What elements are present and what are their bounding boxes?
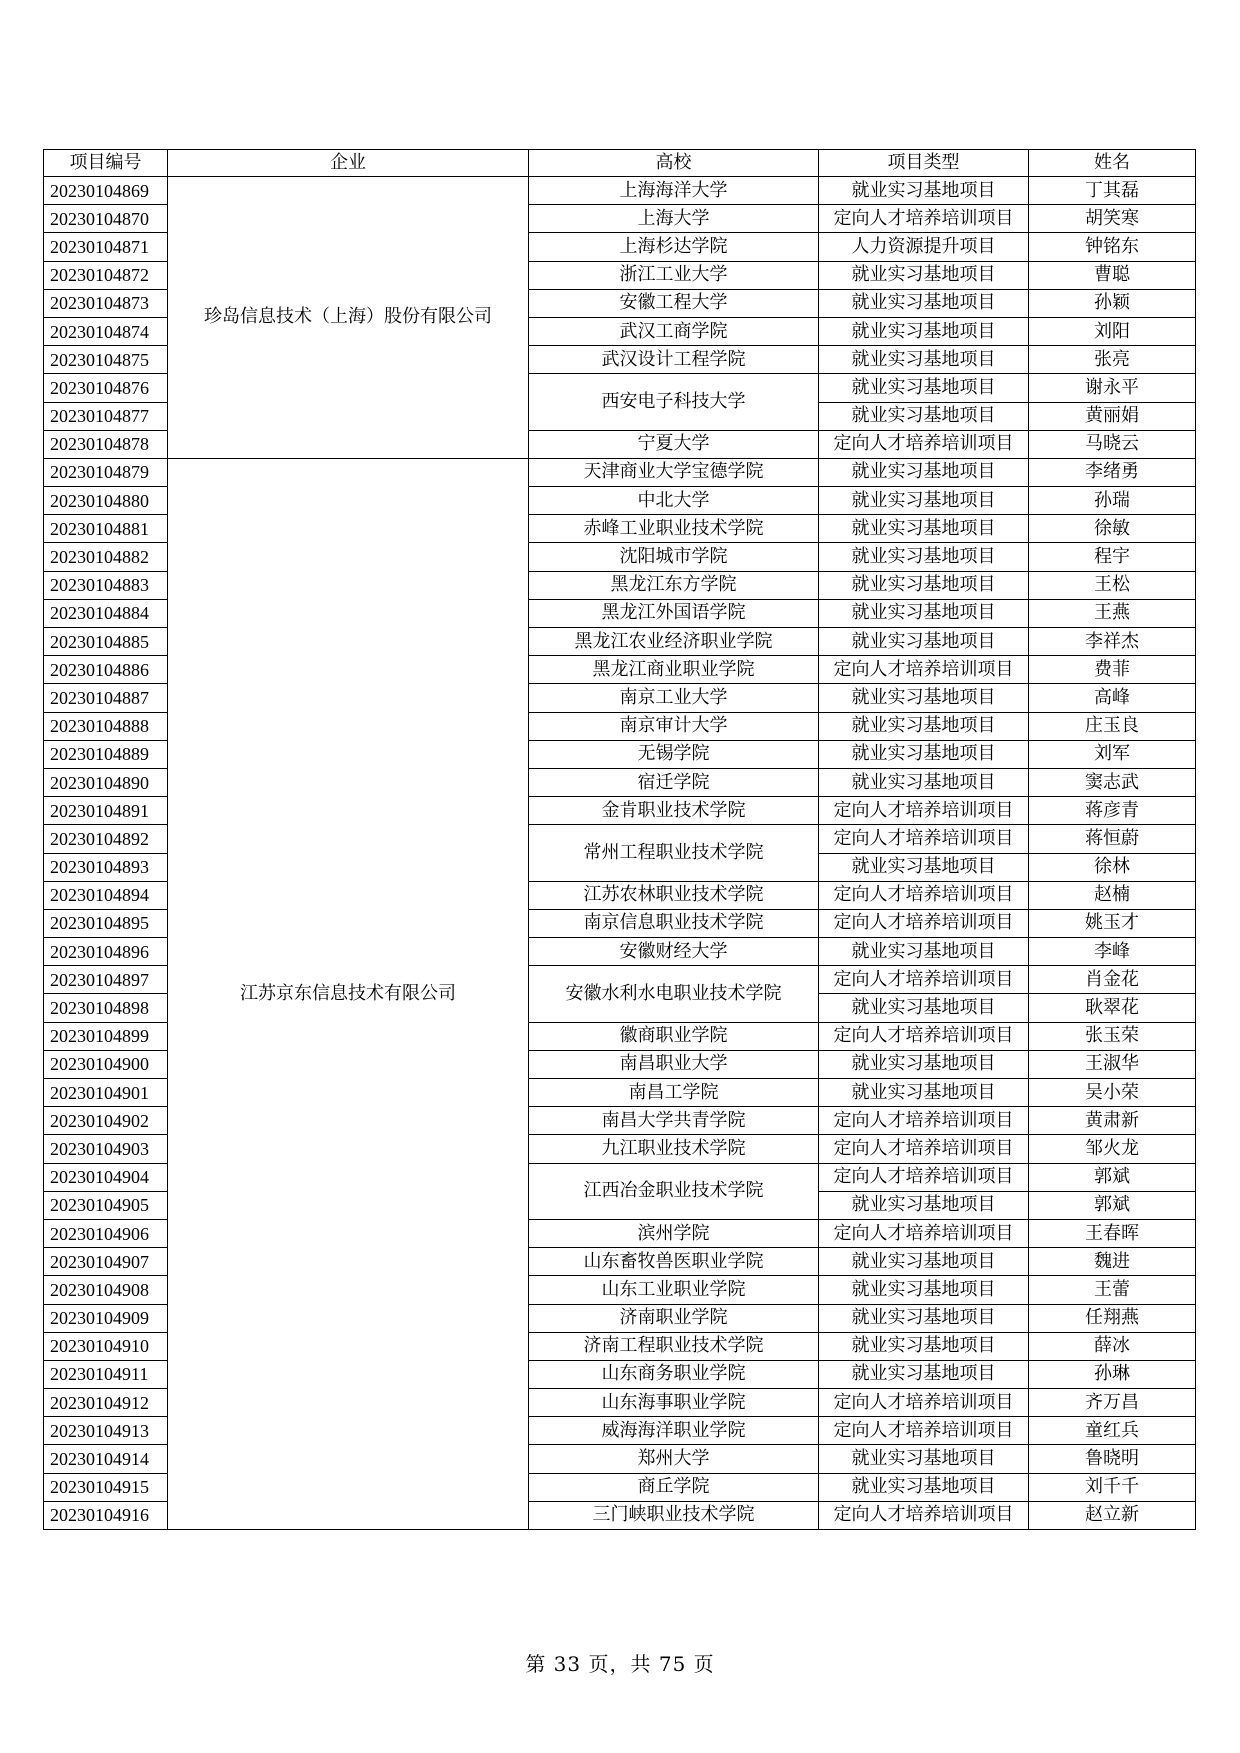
cell-project-id: 20230104902 [44, 1107, 168, 1135]
cell-school: 南京工业大学 [529, 684, 819, 712]
cell-project-type: 就业实习基地项目 [819, 317, 1029, 345]
cell-project-type: 定向人才培养培训项目 [819, 797, 1029, 825]
cell-school: 黑龙江农业经济职业学院 [529, 628, 819, 656]
cell-person-name: 刘千千 [1029, 1473, 1196, 1501]
cell-school: 武汉工商学院 [529, 317, 819, 345]
cell-person-name: 王春晖 [1029, 1219, 1196, 1247]
cell-project-id: 20230104913 [44, 1417, 168, 1445]
header-project-id: 项目编号 [44, 150, 168, 177]
cell-school: 商丘学院 [529, 1473, 819, 1501]
header-school: 高校 [529, 150, 819, 177]
cell-project-type: 定向人才培养培训项目 [819, 1389, 1029, 1417]
cell-project-id: 20230104881 [44, 515, 168, 543]
cell-school: 山东商务职业学院 [529, 1360, 819, 1388]
cell-school: 南昌大学共青学院 [529, 1107, 819, 1135]
cell-project-id: 20230104910 [44, 1332, 168, 1360]
cell-person-name: 刘阳 [1029, 317, 1196, 345]
cell-project-type: 定向人才培养培训项目 [819, 1219, 1029, 1247]
cell-project-type: 就业实习基地项目 [819, 571, 1029, 599]
cell-project-type: 就业实习基地项目 [819, 994, 1029, 1022]
cell-person-name: 任翔燕 [1029, 1304, 1196, 1332]
cell-school: 山东海事职业学院 [529, 1389, 819, 1417]
cell-school: 无锡学院 [529, 740, 819, 768]
cell-school: 赤峰工业职业技术学院 [529, 515, 819, 543]
cell-project-type: 就业实习基地项目 [819, 289, 1029, 317]
cell-school: 浙江工业大学 [529, 261, 819, 289]
cell-project-type: 定向人才培养培训项目 [819, 205, 1029, 233]
cell-school: 滨州学院 [529, 1219, 819, 1247]
cell-school: 上海杉达学院 [529, 233, 819, 261]
cell-school: 黑龙江外国语学院 [529, 599, 819, 627]
cell-project-type: 就业实习基地项目 [819, 1248, 1029, 1276]
cell-school: 徽商职业学院 [529, 1022, 819, 1050]
header-company: 企业 [168, 150, 529, 177]
cell-person-name: 谢永平 [1029, 374, 1196, 402]
cell-project-type: 定向人才培养培训项目 [819, 656, 1029, 684]
header-row [44, 150, 1196, 177]
cell-school: 山东工业职业学院 [529, 1276, 819, 1304]
cell-project-id: 20230104914 [44, 1445, 168, 1473]
table-body [44, 177, 1196, 1530]
cell-project-type: 定向人才培养培训项目 [819, 825, 1029, 853]
cell-person-name: 蒋恒蔚 [1029, 825, 1196, 853]
cell-project-type: 就业实习基地项目 [819, 543, 1029, 571]
cell-person-name: 徐敏 [1029, 515, 1196, 543]
cell-project-id: 20230104906 [44, 1219, 168, 1247]
cell-school: 宁夏大学 [529, 430, 819, 458]
cell-project-id: 20230104871 [44, 233, 168, 261]
cell-person-name: 肖金花 [1029, 966, 1196, 994]
cell-school: 常州工程职业技术学院 [529, 825, 819, 881]
cell-person-name: 高峰 [1029, 684, 1196, 712]
cell-person-name: 王淑华 [1029, 1050, 1196, 1078]
cell-school: 宿迁学院 [529, 768, 819, 796]
cell-project-type: 人力资源提升项目 [819, 233, 1029, 261]
table-row [44, 458, 1196, 486]
cell-school: 南昌工学院 [529, 1079, 819, 1107]
cell-school: 山东畜牧兽医职业学院 [529, 1248, 819, 1276]
cell-project-type: 就业实习基地项目 [819, 1304, 1029, 1332]
cell-project-id: 20230104875 [44, 346, 168, 374]
cell-person-name: 赵楠 [1029, 881, 1196, 909]
cell-project-type: 就业实习基地项目 [819, 1191, 1029, 1219]
cell-project-id: 20230104894 [44, 881, 168, 909]
cell-project-id: 20230104907 [44, 1248, 168, 1276]
cell-person-name: 黄丽娟 [1029, 402, 1196, 430]
cell-project-id: 20230104912 [44, 1389, 168, 1417]
cell-school: 金肯职业技术学院 [529, 797, 819, 825]
cell-project-type: 定向人才培养培训项目 [819, 1501, 1029, 1529]
cell-school: 江苏农林职业技术学院 [529, 881, 819, 909]
cell-project-type: 就业实习基地项目 [819, 740, 1029, 768]
cell-person-name: 窦志武 [1029, 768, 1196, 796]
cell-project-type: 就业实习基地项目 [819, 684, 1029, 712]
cell-person-name: 张亮 [1029, 346, 1196, 374]
cell-project-id: 20230104878 [44, 430, 168, 458]
cell-person-name: 姚玉才 [1029, 909, 1196, 937]
cell-school: 天津商业大学宝德学院 [529, 458, 819, 486]
cell-school: 中北大学 [529, 487, 819, 515]
cell-project-type: 定向人才培养培训项目 [819, 966, 1029, 994]
cell-project-type: 就业实习基地项目 [819, 1445, 1029, 1473]
cell-project-id: 20230104886 [44, 656, 168, 684]
cell-project-id: 20230104873 [44, 289, 168, 317]
cell-person-name: 黄肃新 [1029, 1107, 1196, 1135]
cell-school: 江西冶金职业技术学院 [529, 1163, 819, 1219]
cell-school: 九江职业技术学院 [529, 1135, 819, 1163]
cell-project-type: 就业实习基地项目 [819, 599, 1029, 627]
cell-project-type: 就业实习基地项目 [819, 402, 1029, 430]
cell-project-id: 20230104895 [44, 909, 168, 937]
cell-project-id: 20230104893 [44, 853, 168, 881]
cell-school: 三门峡职业技术学院 [529, 1501, 819, 1529]
header-name: 姓名 [1029, 150, 1196, 177]
cell-project-id: 20230104901 [44, 1079, 168, 1107]
cell-person-name: 童红兵 [1029, 1417, 1196, 1445]
cell-project-type: 定向人才培养培训项目 [819, 881, 1029, 909]
cell-person-name: 马晓云 [1029, 430, 1196, 458]
cell-person-name: 蒋彦青 [1029, 797, 1196, 825]
cell-project-id: 20230104909 [44, 1304, 168, 1332]
cell-project-type: 就业实习基地项目 [819, 487, 1029, 515]
cell-school: 黑龙江东方学院 [529, 571, 819, 599]
cell-project-id: 20230104908 [44, 1276, 168, 1304]
cell-person-name: 张玉荣 [1029, 1022, 1196, 1050]
cell-project-type: 定向人才培养培训项目 [819, 1107, 1029, 1135]
cell-school: 安徽水利水电职业技术学院 [529, 966, 819, 1022]
cell-person-name: 鲁晓明 [1029, 1445, 1196, 1473]
cell-project-type: 就业实习基地项目 [819, 768, 1029, 796]
cell-project-id: 20230104905 [44, 1191, 168, 1219]
cell-school: 济南工程职业技术学院 [529, 1332, 819, 1360]
cell-school: 济南职业学院 [529, 1304, 819, 1332]
cell-person-name: 郭斌 [1029, 1191, 1196, 1219]
cell-school: 南京信息职业技术学院 [529, 909, 819, 937]
cell-person-name: 李绪勇 [1029, 458, 1196, 486]
cell-project-id: 20230104890 [44, 768, 168, 796]
table-row [44, 177, 1196, 205]
cell-project-id: 20230104900 [44, 1050, 168, 1078]
cell-project-type: 定向人才培养培训项目 [819, 1417, 1029, 1445]
cell-project-id: 20230104887 [44, 684, 168, 712]
cell-project-type: 就业实习基地项目 [819, 1050, 1029, 1078]
cell-project-id: 20230104885 [44, 628, 168, 656]
cell-person-name: 费菲 [1029, 656, 1196, 684]
cell-company: 江苏京东信息技术有限公司 [168, 458, 529, 1529]
cell-person-name: 曹聪 [1029, 261, 1196, 289]
cell-project-type: 就业实习基地项目 [819, 712, 1029, 740]
cell-person-name: 丁其磊 [1029, 177, 1196, 205]
cell-project-id: 20230104904 [44, 1163, 168, 1191]
cell-person-name: 程宇 [1029, 543, 1196, 571]
cell-project-type: 就业实习基地项目 [819, 374, 1029, 402]
cell-project-id: 20230104883 [44, 571, 168, 599]
cell-person-name: 孙琳 [1029, 1360, 1196, 1388]
cell-project-type: 就业实习基地项目 [819, 1473, 1029, 1501]
cell-project-type: 就业实习基地项目 [819, 1079, 1029, 1107]
cell-project-type: 定向人才培养培训项目 [819, 909, 1029, 937]
cell-project-id: 20230104879 [44, 458, 168, 486]
cell-project-id: 20230104899 [44, 1022, 168, 1050]
cell-person-name: 王燕 [1029, 599, 1196, 627]
cell-person-name: 薛冰 [1029, 1332, 1196, 1360]
cell-project-type: 就业实习基地项目 [819, 458, 1029, 486]
cell-school: 威海海洋职业学院 [529, 1417, 819, 1445]
cell-project-id: 20230104888 [44, 712, 168, 740]
cell-person-name: 孙颖 [1029, 289, 1196, 317]
cell-project-id: 20230104876 [44, 374, 168, 402]
cell-person-name: 徐林 [1029, 853, 1196, 881]
cell-person-name: 赵立新 [1029, 1501, 1196, 1529]
cell-project-type: 就业实习基地项目 [819, 1276, 1029, 1304]
cell-school: 西安电子科技大学 [529, 374, 819, 430]
cell-project-id: 20230104870 [44, 205, 168, 233]
cell-project-type: 就业实习基地项目 [819, 177, 1029, 205]
cell-project-id: 20230104898 [44, 994, 168, 1022]
header-project-type: 项目类型 [819, 150, 1029, 177]
cell-project-type: 就业实习基地项目 [819, 346, 1029, 374]
cell-project-type: 就业实习基地项目 [819, 853, 1029, 881]
cell-project-id: 20230104891 [44, 797, 168, 825]
cell-person-name: 邹火龙 [1029, 1135, 1196, 1163]
cell-school: 沈阳城市学院 [529, 543, 819, 571]
cell-project-id: 20230104915 [44, 1473, 168, 1501]
cell-company: 珍岛信息技术（上海）股份有限公司 [168, 177, 529, 459]
cell-project-type: 就业实习基地项目 [819, 938, 1029, 966]
cell-person-name: 王松 [1029, 571, 1196, 599]
cell-person-name: 刘军 [1029, 740, 1196, 768]
cell-project-id: 20230104877 [44, 402, 168, 430]
cell-person-name: 王蕾 [1029, 1276, 1196, 1304]
cell-person-name: 李峰 [1029, 938, 1196, 966]
cell-person-name: 庄玉良 [1029, 712, 1196, 740]
cell-project-type: 定向人才培养培训项目 [819, 1022, 1029, 1050]
cell-person-name: 耿翠花 [1029, 994, 1196, 1022]
cell-project-id: 20230104897 [44, 966, 168, 994]
cell-school: 安徽财经大学 [529, 938, 819, 966]
cell-school: 郑州大学 [529, 1445, 819, 1473]
cell-person-name: 胡笑寒 [1029, 205, 1196, 233]
cell-project-type: 就业实习基地项目 [819, 1360, 1029, 1388]
cell-person-name: 魏进 [1029, 1248, 1196, 1276]
page-footer: 第 33 页，共 75 页 [525, 1652, 715, 1676]
cell-school: 上海海洋大学 [529, 177, 819, 205]
cell-person-name: 李祥杰 [1029, 628, 1196, 656]
project-table [43, 149, 1196, 1530]
cell-school: 上海大学 [529, 205, 819, 233]
cell-project-id: 20230104872 [44, 261, 168, 289]
cell-person-name: 郭斌 [1029, 1163, 1196, 1191]
cell-project-type: 就业实习基地项目 [819, 515, 1029, 543]
cell-school: 南京审计大学 [529, 712, 819, 740]
cell-project-id: 20230104903 [44, 1135, 168, 1163]
cell-person-name: 孙瑞 [1029, 487, 1196, 515]
cell-project-type: 定向人才培养培训项目 [819, 1163, 1029, 1191]
cell-school: 安徽工程大学 [529, 289, 819, 317]
cell-project-id: 20230104869 [44, 177, 168, 205]
cell-school: 武汉设计工程学院 [529, 346, 819, 374]
cell-project-type: 就业实习基地项目 [819, 1332, 1029, 1360]
cell-project-id: 20230104884 [44, 599, 168, 627]
cell-project-type: 就业实习基地项目 [819, 261, 1029, 289]
cell-project-id: 20230104874 [44, 317, 168, 345]
cell-project-id: 20230104882 [44, 543, 168, 571]
cell-project-type: 定向人才培养培训项目 [819, 430, 1029, 458]
cell-project-type: 定向人才培养培训项目 [819, 1135, 1029, 1163]
cell-project-id: 20230104916 [44, 1501, 168, 1529]
cell-person-name: 钟铭东 [1029, 233, 1196, 261]
cell-school: 黑龙江商业职业学院 [529, 656, 819, 684]
cell-project-id: 20230104880 [44, 487, 168, 515]
cell-school: 南昌职业大学 [529, 1050, 819, 1078]
cell-person-name: 吴小荣 [1029, 1079, 1196, 1107]
cell-person-name: 齐万昌 [1029, 1389, 1196, 1417]
cell-project-id: 20230104892 [44, 825, 168, 853]
cell-project-id: 20230104896 [44, 938, 168, 966]
cell-project-id: 20230104889 [44, 740, 168, 768]
cell-project-id: 20230104911 [44, 1360, 168, 1388]
cell-project-type: 就业实习基地项目 [819, 628, 1029, 656]
